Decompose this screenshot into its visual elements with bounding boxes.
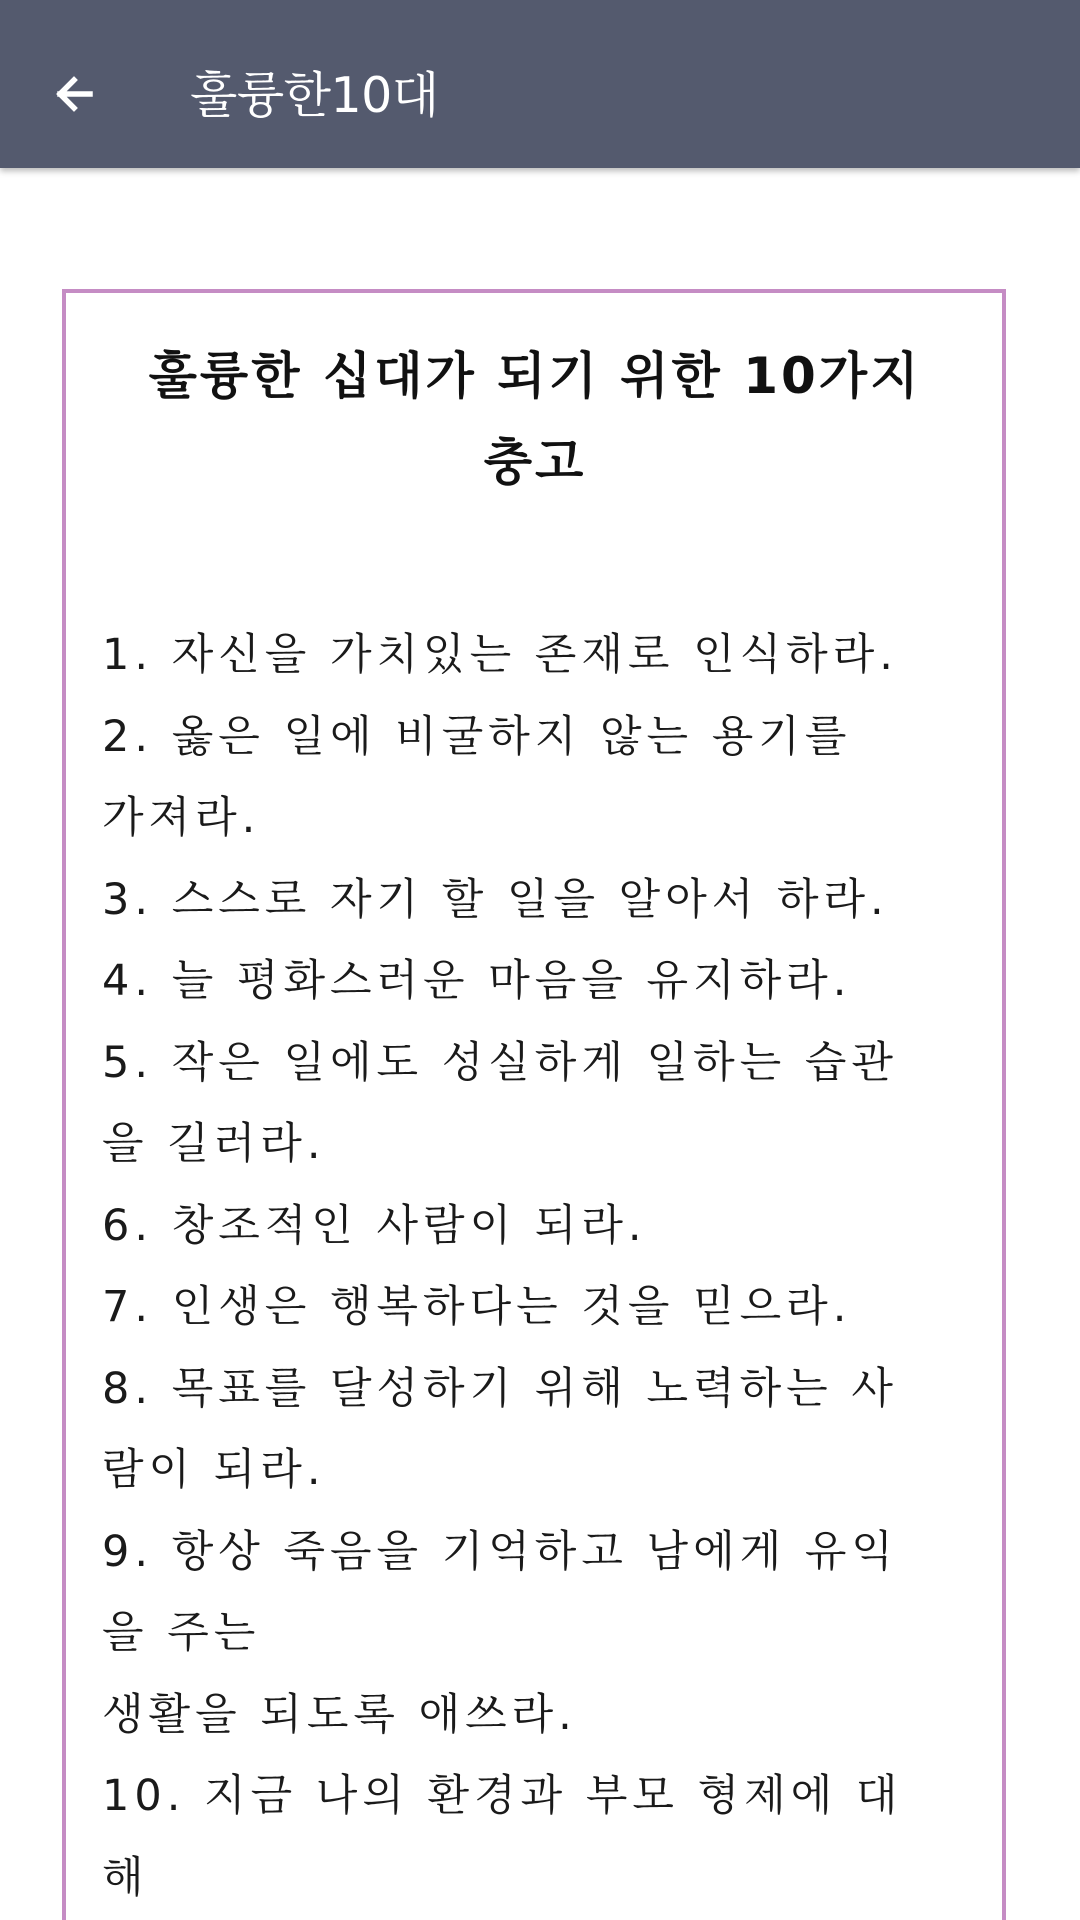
advice-line: 5. 작은 일에도 성실하게 일하는 습관 [102,1037,898,1088]
advice-line: 람이 되라. [102,1445,326,1495]
content-scroll-area[interactable] [0,168,1080,1920]
card-title [90,333,980,505]
advice-line: 가져라. [102,793,261,843]
card-title-line: 훌륭한 십대가 되기 위한 10가지 [148,347,922,405]
advice-line: 3. 스스로 자기 할 일을 알아서 하라. [102,874,889,925]
advice-line: 10. 지금 나의 환경과 부모 형제에 대 [102,1771,903,1821]
app-bar [0,0,1080,168]
advice-image-card [62,289,1006,1920]
card-title-line: 충고 [483,433,587,491]
advice-line: 생활을 되도록 애쓰라. [102,1689,577,1740]
advice-line: 을 주는 [102,1608,261,1658]
advice-line: 8. 목표를 달성하기 위해 노력하는 사 [102,1363,898,1414]
advice-line: 2. 옳은 일에 비굴하지 않는 용기를 [102,711,852,762]
advice-line: 9. 항상 죽음을 기억하고 남에게 유익 [102,1526,898,1577]
advice-line: 6. 창조적인 사람이 되라. [102,1200,647,1251]
page-title: 훌륭한10대 [190,67,439,124]
arrow-left-icon [50,70,98,118]
advice-line: 7. 인생은 행복하다는 것을 믿으라. [102,1282,852,1332]
advice-line: 해 [102,1852,149,1903]
advice-line: 1. 자신을 가치있는 존재로 인식하라. [102,630,898,680]
advice-line: 4. 늘 평화스러운 마음을 유지하라. [102,956,852,1006]
advice-line: 을 길러라. [102,1119,326,1169]
advice-list [102,615,972,1919]
back-button[interactable] [28,48,120,140]
